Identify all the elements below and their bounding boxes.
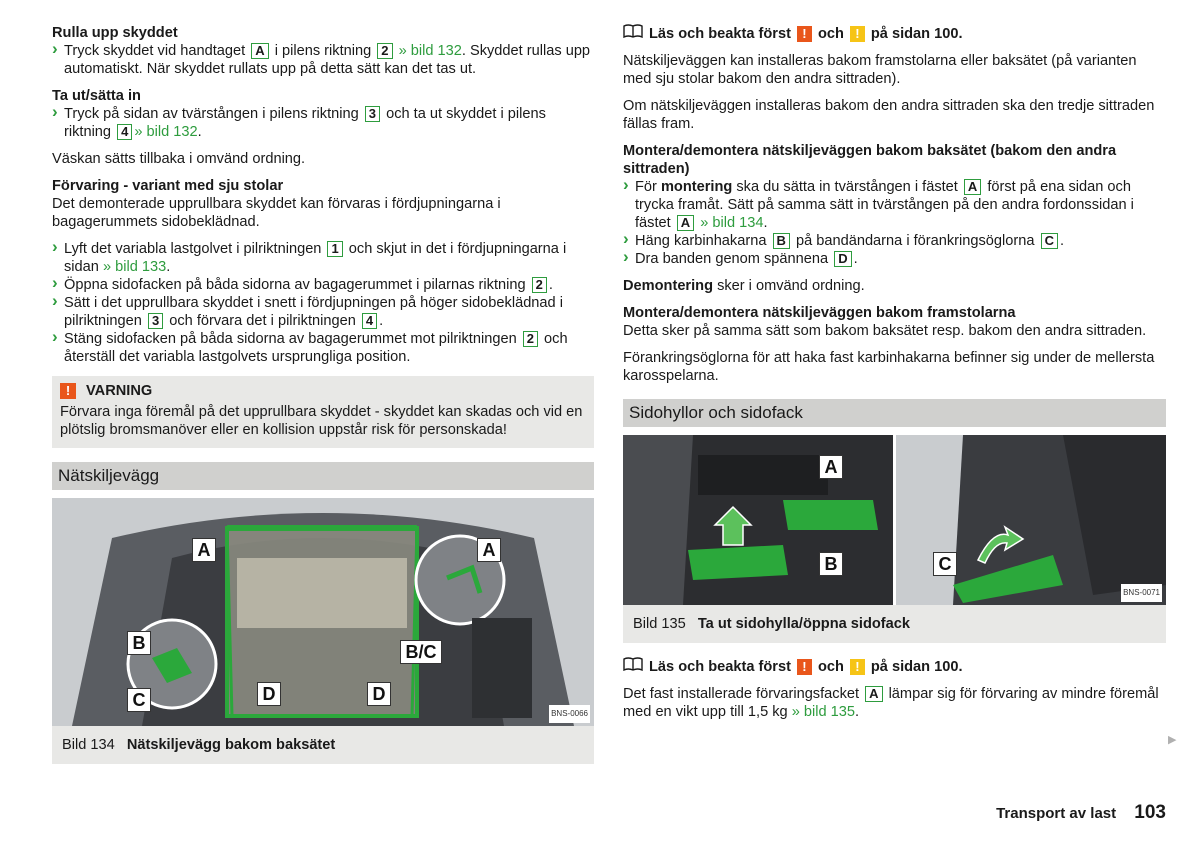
figure-label-b: B xyxy=(819,552,843,576)
page-footer xyxy=(996,802,1166,824)
list-item xyxy=(52,240,594,276)
warning-header xyxy=(60,382,586,400)
list-item xyxy=(623,178,1166,232)
list-item xyxy=(52,105,594,141)
paragraph: Förankringsöglorna för att haka fast karbinhakarna befinner sig under de mellersta karosspelarna. xyxy=(623,350,1155,384)
figure-label-c: C xyxy=(127,688,151,712)
text: ska du sätta in tvärstången i fästet xyxy=(736,179,958,195)
label-box: 2 xyxy=(532,277,547,293)
caption-number: Bild 134 xyxy=(62,737,115,753)
read-note xyxy=(623,657,1166,676)
caution-square-icon: ! xyxy=(850,26,865,42)
book-icon xyxy=(623,657,643,676)
figure-label-b: B xyxy=(127,631,151,655)
text: Läs och beakta först xyxy=(649,25,791,42)
text: Det fast installerade förvaringsfacket xyxy=(623,686,860,702)
warning-icon: ! xyxy=(60,383,76,399)
figure-label-bc: B/C xyxy=(400,640,442,664)
text: För xyxy=(635,179,657,195)
text: och xyxy=(817,25,844,42)
label-box: D xyxy=(834,251,851,267)
text: Öppna sidofacken på båda sidorna av bagagerummet i pilarnas riktning xyxy=(64,277,526,293)
text: först på ena sidan och trycka framåt. Sätt på samma sätt in tvärstången på den andra fordonssidan i fästet xyxy=(635,179,1134,231)
text: . xyxy=(855,704,860,720)
text: Läs och beakta först xyxy=(649,658,791,675)
figure-label-a: A xyxy=(819,455,843,479)
right-column xyxy=(623,24,1166,730)
text: och xyxy=(817,658,844,675)
text: . xyxy=(853,251,858,267)
figure-reference-link[interactable]: » bild 133 xyxy=(102,259,167,275)
warning-square-icon: ! xyxy=(797,659,812,675)
paragraph: Det demonterade upprullbara skyddet kan förvaras i fördjupningarna i bagagerummets sidobeklädnad. xyxy=(52,196,501,230)
label-box: 3 xyxy=(365,106,380,122)
text: på sidan 100. xyxy=(870,658,963,675)
read-note xyxy=(623,24,1166,43)
footer-title: Transport av last xyxy=(996,805,1117,822)
figure-reference-link[interactable]: » bild 134 xyxy=(700,215,764,231)
heading-mount-behind-rear-seat: Montera/demontera nätskiljeväggen bakom baksätet (bakom den andra sittraden) xyxy=(623,143,1117,177)
text: . xyxy=(1059,233,1065,249)
paragraph xyxy=(623,277,1166,295)
page-number: 103 xyxy=(1134,802,1166,823)
text: på bandändarna i förankringsöglorna xyxy=(795,233,1035,249)
warning-box xyxy=(52,376,594,448)
list-item xyxy=(623,232,1166,250)
heading-roll-up: Rulla upp skyddet xyxy=(52,25,178,41)
paragraph: Detta sker på samma sätt som bakom baksätet resp. bakom den andra sittraden. xyxy=(623,323,1147,339)
caption-text: Ta ut sidohylla/öppna sidofack xyxy=(697,616,910,632)
figure-label-a: A xyxy=(192,538,216,562)
label-box: 2 xyxy=(377,43,392,59)
section-title: Sidohyllor och sidofack xyxy=(623,399,1166,427)
left-column xyxy=(52,24,594,764)
figure-code: BNS-0066 xyxy=(549,705,590,723)
heading-mount-behind-front-seats: Montera/demontera nätskiljeväggen bakom framstolarna xyxy=(623,305,1016,321)
text: Tryck skyddet vid handtaget xyxy=(64,43,246,59)
label-box: 2 xyxy=(523,331,538,347)
label-box: 4 xyxy=(362,313,377,329)
warning-text: Förvara inga föremål på det upprullbara skyddet - skyddet kan skadas och vid en plötslig bromsmanöver eller en kollision uppstår risk för personskada! xyxy=(60,404,583,438)
label-box: 1 xyxy=(327,241,342,257)
text: . xyxy=(166,259,171,275)
label-box: C xyxy=(1041,233,1058,249)
text: Tryck på sidan av tvärstången i pilens riktning xyxy=(64,106,359,122)
text: Stäng sidofacken på båda sidorna av bagagerummet mot pilriktningen xyxy=(64,331,517,347)
paragraph: Om nätskiljeväggen installeras bakom den andra sittraden ska den tredje sittraden fällas fram. xyxy=(623,98,1155,132)
text: . xyxy=(763,215,768,231)
text: och skjut in det i fördjupningarna i sidan xyxy=(64,241,567,275)
label-box: A xyxy=(677,215,694,231)
text: Sätt i det upprullbara skyddet i snett i fördjupningen på höger sidobeklädnad i pilriktningen xyxy=(64,295,563,329)
text-bold: montering xyxy=(660,179,733,195)
figure-caption xyxy=(52,726,594,764)
warning-title: VARNING xyxy=(86,383,153,399)
text: Häng karbinhakarna xyxy=(635,233,767,249)
caption-text: Nätskiljevägg bakom baksätet xyxy=(126,737,336,753)
figure-label-a: A xyxy=(477,538,501,562)
text: . xyxy=(197,124,202,140)
label-box: A xyxy=(964,179,981,195)
label-box: B xyxy=(773,233,790,249)
book-icon xyxy=(623,24,643,43)
figure-label-d: D xyxy=(367,682,391,706)
figure-label-c: C xyxy=(933,552,957,576)
label-box: A xyxy=(251,43,268,59)
paragraph: Nätskiljeväggen kan installeras bakom framstolarna eller baksätet (på varianten med sju stolar bakom den andra sittraden). xyxy=(623,53,1137,87)
paragraph: Väskan sätts tillbaka i omvänd ordning. xyxy=(52,151,306,167)
list-item xyxy=(52,276,594,294)
text: . xyxy=(379,313,384,329)
list-item xyxy=(623,250,1166,268)
figure-label-d: D xyxy=(257,682,281,706)
text: . xyxy=(548,277,553,293)
label-box: A xyxy=(865,686,882,702)
heading-storage: Förvaring - variant med sju stolar xyxy=(52,178,284,194)
text: . Skyddet rullas upp automatiskt. När skyddet rullats upp på detta sätt kan det tas ut. xyxy=(64,43,591,77)
text: och ta ut skyddet i pilens riktning xyxy=(64,106,546,140)
caution-square-icon: ! xyxy=(850,659,865,675)
text: sker i omvänd ordning. xyxy=(717,278,865,294)
figure-code: BNS-0071 xyxy=(1121,584,1162,602)
figure-reference-link[interactable]: » bild 132 xyxy=(398,43,462,59)
figure-side-shelves xyxy=(623,435,1166,605)
text-bold: Demontering xyxy=(623,278,713,294)
continue-arrow-icon: ▶ xyxy=(1168,734,1177,746)
text: och förvara det i pilriktningen xyxy=(169,313,356,329)
text: på sidan 100. xyxy=(870,25,963,42)
heading-remove-insert: Ta ut/sätta in xyxy=(52,88,141,104)
list-item xyxy=(52,330,594,366)
text: lämpar sig för förvaring av mindre föremål med en vikt upp till 1,5 kg xyxy=(623,686,1159,720)
caption-number: Bild 135 xyxy=(633,616,686,632)
list-item xyxy=(52,42,594,78)
text: Lyft det variabla lastgolvet i pilriktningen xyxy=(64,241,322,257)
side-storage-illustration xyxy=(623,435,1166,605)
section-title: Nätskiljevägg xyxy=(52,462,594,490)
list-item xyxy=(52,294,594,330)
paragraph xyxy=(623,685,1166,721)
figure-reference-link[interactable]: » bild 135 xyxy=(791,704,856,720)
figure-net-partition xyxy=(52,498,594,726)
text: och återställ det variabla lastgolvets ursprungliga position. xyxy=(64,331,568,365)
warning-square-icon: ! xyxy=(797,26,812,42)
label-box: 3 xyxy=(148,313,163,329)
label-box: 4 xyxy=(117,124,132,140)
figure-reference-link[interactable]: » bild 132 xyxy=(134,124,198,140)
figure-caption xyxy=(623,605,1166,643)
text: Dra banden genom spännena xyxy=(635,251,829,267)
text: i pilens riktning xyxy=(274,43,372,59)
